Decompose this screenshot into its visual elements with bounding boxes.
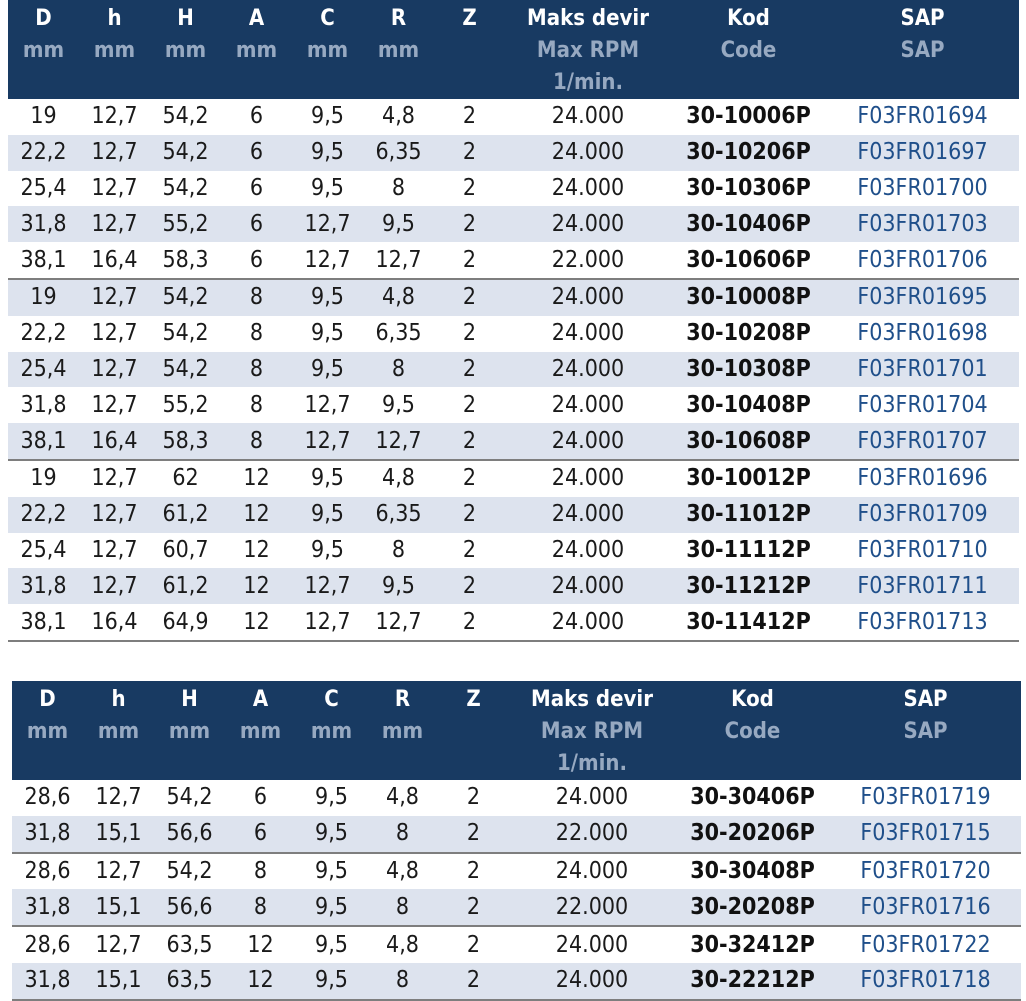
cell-h: 54,2	[162, 174, 209, 201]
cell-h-small: 12,7	[79, 568, 150, 604]
cell-h-small: 12,7	[83, 926, 154, 963]
cell-sap: F03FR01715	[830, 816, 1021, 853]
cell-code: 30-11112P	[686, 536, 811, 563]
cell-d: 31,8	[12, 889, 83, 926]
cell-code: 30-32412P	[675, 926, 830, 963]
cell-h-small: 12,7	[79, 206, 150, 242]
cell-h: 61,2	[150, 497, 221, 533]
cell-code: 30-10406P	[671, 206, 826, 242]
cell-r: 6,35	[363, 497, 434, 533]
cell-z: 2	[434, 604, 505, 641]
cell-c: 9,5	[292, 497, 363, 533]
cell-d: 31,8	[20, 391, 67, 418]
cell-sap: F03FR01719	[860, 784, 991, 811]
col-header-z: Z	[438, 681, 509, 780]
cell-d: 31,8	[8, 206, 79, 242]
col-header-c: C mm	[292, 0, 363, 99]
cell-d: 31,8	[8, 568, 79, 604]
tool-table-2	[12, 681, 1021, 1001]
cell-z: 2	[438, 889, 509, 926]
cell-c: 9,5	[296, 926, 367, 963]
cell-c: 9,5	[292, 279, 363, 316]
cell-a: 8	[221, 352, 292, 388]
cell-sap: F03FR01710	[857, 536, 988, 563]
col-header-sap: SAP SAP	[826, 0, 1019, 99]
col-header-z: Z	[434, 0, 505, 99]
cell-rpm: 24.000	[505, 497, 671, 533]
cell-c: 9,5	[311, 536, 344, 563]
cell-rpm: 24.000	[505, 568, 671, 604]
cell-c: 12,7	[304, 246, 351, 273]
cell-z: 2	[438, 926, 509, 963]
cell-sap: F03FR01694	[857, 103, 988, 130]
cell-c: 9,5	[311, 174, 344, 201]
cell-a: 12	[221, 604, 292, 641]
cell-z: 2	[434, 279, 505, 316]
cell-a: 8	[225, 889, 296, 926]
cell-r: 8	[367, 889, 438, 926]
cell-sap: F03FR01697	[826, 135, 1019, 171]
cell-a: 6	[225, 816, 296, 853]
cell-h: 54,2	[166, 784, 213, 811]
cell-r: 9,5	[363, 568, 434, 604]
cell-h-small: 15,1	[83, 889, 154, 926]
cell-c: 12,7	[292, 423, 363, 460]
cell-h-small: 16,4	[91, 246, 138, 273]
cell-h: 63,5	[154, 963, 225, 1000]
cell-h: 63,5	[154, 926, 225, 963]
cell-d: 25,4	[8, 352, 79, 388]
table-row	[12, 963, 1021, 1000]
cell-h-small: 12,7	[79, 135, 150, 171]
cell-z: 2	[434, 568, 505, 604]
cell-a: 8	[225, 853, 296, 890]
cell-r: 8	[367, 816, 438, 853]
cell-rpm: 22.000	[509, 816, 675, 853]
cell-r: 4,8	[363, 279, 434, 316]
cell-sap: F03FR01698	[857, 320, 988, 347]
cell-d: 19	[8, 279, 79, 316]
cell-rpm: 24.000	[505, 135, 671, 171]
cell-h: 61,2	[150, 568, 221, 604]
table-row	[12, 816, 1021, 853]
cell-r: 6,35	[363, 135, 434, 171]
cell-rpm: 24.000	[509, 926, 675, 963]
table-row	[8, 423, 1019, 460]
cell-rpm: 24.000	[555, 784, 629, 811]
cell-sap: F03FR01716	[830, 889, 1021, 926]
cell-h: 54,2	[150, 135, 221, 171]
cell-h-small: 15,1	[83, 816, 154, 853]
cell-h-small: 16,4	[79, 604, 150, 641]
cell-code: 30-10008P	[671, 279, 826, 316]
cell-code: 30-10308P	[671, 352, 826, 388]
table-row	[8, 568, 1019, 604]
col-header-a: A mm	[225, 681, 296, 780]
cell-a: 8	[221, 279, 292, 316]
cell-h-small: 12,7	[91, 536, 138, 563]
cell-h: 60,7	[162, 536, 209, 563]
cell-d: 28,6	[24, 784, 71, 811]
col-header-rpm: Maks devir Max RPM 1/min.	[509, 681, 675, 780]
cell-rpm: 22.000	[551, 246, 625, 273]
cell-code: 30-20206P	[675, 816, 830, 853]
table-row	[8, 316, 1019, 352]
cell-h-small: 12,7	[79, 497, 150, 533]
col-header-rpm: Maks devir Max RPM 1/min.	[505, 0, 671, 99]
col-header-h-small: h mm	[79, 0, 150, 99]
cell-sap: F03FR01703	[826, 206, 1019, 242]
col-header-d: D mm	[12, 681, 83, 780]
cell-c: 9,5	[315, 784, 348, 811]
cell-z: 2	[434, 423, 505, 460]
cell-d: 38,1	[20, 246, 67, 273]
cell-h-small: 12,7	[79, 279, 150, 316]
cell-h: 54,2	[162, 103, 209, 130]
cell-a: 6	[221, 206, 292, 242]
cell-z: 2	[434, 352, 505, 388]
cell-z: 2	[434, 497, 505, 533]
cell-c: 12,7	[292, 206, 363, 242]
cell-r: 6,35	[375, 320, 422, 347]
cell-sap: F03FR01700	[857, 174, 988, 201]
cell-sap: F03FR01701	[826, 352, 1019, 388]
cell-d: 28,6	[12, 926, 83, 963]
cell-rpm: 24.000	[551, 391, 625, 418]
cell-h-small: 12,7	[83, 853, 154, 890]
cell-h-small: 12,7	[91, 391, 138, 418]
cell-rpm: 24.000	[551, 174, 625, 201]
cell-h-small: 12,7	[91, 174, 138, 201]
table-header-row	[8, 0, 1019, 99]
cell-d: 19	[30, 103, 57, 130]
cell-h: 56,6	[154, 816, 225, 853]
table-row	[8, 279, 1019, 316]
cell-h-small: 16,4	[79, 423, 150, 460]
cell-code: 30-22212P	[675, 963, 830, 1000]
cell-sap: F03FR01718	[830, 963, 1021, 1000]
cell-d: 31,8	[12, 963, 83, 1000]
cell-h: 54,2	[150, 352, 221, 388]
cell-code: 30-11012P	[671, 497, 826, 533]
cell-code: 30-10206P	[671, 135, 826, 171]
cell-rpm: 24.000	[509, 963, 675, 1000]
cell-r: 8	[363, 352, 434, 388]
cell-d: 22,2	[8, 135, 79, 171]
cell-a: 12	[243, 536, 270, 563]
cell-a: 6	[249, 174, 264, 201]
table-row	[8, 533, 1019, 569]
cell-code: 30-30406P	[690, 784, 815, 811]
cell-sap: F03FR01706	[857, 246, 988, 273]
cell-z: 2	[462, 246, 477, 273]
cell-c: 9,5	[292, 352, 363, 388]
cell-h: 55,2	[150, 206, 221, 242]
col-header-sap: SAP SAP	[830, 681, 1021, 780]
cell-c: 9,5	[292, 460, 363, 497]
cell-h-small: 12,7	[79, 352, 150, 388]
cell-d: 25,4	[20, 174, 67, 201]
table-row	[8, 171, 1019, 207]
cell-a: 8	[249, 391, 264, 418]
cell-r: 4,8	[382, 103, 415, 130]
cell-h-small: 12,7	[79, 460, 150, 497]
table-row	[8, 99, 1019, 135]
cell-c: 9,5	[296, 963, 367, 1000]
cell-c: 12,7	[292, 568, 363, 604]
cell-z: 2	[438, 853, 509, 890]
cell-z: 2	[438, 816, 509, 853]
cell-h-small: 12,7	[95, 784, 142, 811]
table-row	[8, 352, 1019, 388]
cell-rpm: 24.000	[505, 423, 671, 460]
cell-a: 12	[225, 926, 296, 963]
cell-rpm: 24.000	[505, 352, 671, 388]
col-header-c: C mm	[296, 681, 367, 780]
cell-z: 2	[434, 206, 505, 242]
cell-sap: F03FR01695	[826, 279, 1019, 316]
cell-z: 2	[434, 135, 505, 171]
cell-r: 12,7	[363, 423, 434, 460]
cell-h: 55,2	[162, 391, 209, 418]
table-1-body	[8, 99, 1019, 641]
cell-code: 30-10006P	[686, 103, 811, 130]
cell-r: 8	[391, 174, 406, 201]
table-row	[12, 889, 1021, 926]
cell-rpm: 24.000	[551, 320, 625, 347]
table-row	[12, 926, 1021, 963]
cell-code: 30-10306P	[686, 174, 811, 201]
cell-r: 8	[367, 963, 438, 1000]
cell-c: 9,5	[311, 103, 344, 130]
col-header-h-small: h mm	[83, 681, 154, 780]
cell-a: 8	[249, 320, 264, 347]
cell-d: 19	[8, 460, 79, 497]
tool-table-1	[8, 0, 1019, 642]
cell-code: 30-10606P	[686, 246, 811, 273]
col-header-h: H mm	[154, 681, 225, 780]
cell-d: 38,1	[8, 423, 79, 460]
col-header-h: H mm	[150, 0, 221, 99]
cell-a: 12	[221, 497, 292, 533]
table-row	[8, 206, 1019, 242]
cell-h: 54,2	[150, 279, 221, 316]
cell-sap: F03FR01704	[857, 391, 988, 418]
cell-sap: F03FR01720	[830, 853, 1021, 890]
col-header-d: D mm	[8, 0, 79, 99]
cell-h: 58,3	[162, 246, 209, 273]
cell-r: 4,8	[367, 853, 438, 890]
cell-rpm: 24.000	[505, 206, 671, 242]
cell-d: 22,2	[20, 320, 67, 347]
cell-h-small: 15,1	[83, 963, 154, 1000]
cell-r: 8	[391, 536, 406, 563]
table-row	[8, 387, 1019, 423]
table-2-body	[12, 780, 1021, 1000]
cell-z: 2	[462, 320, 477, 347]
cell-d: 22,2	[8, 497, 79, 533]
cell-r: 9,5	[363, 206, 434, 242]
cell-z: 2	[462, 536, 477, 563]
cell-sap: F03FR01711	[826, 568, 1019, 604]
cell-h: 58,3	[150, 423, 221, 460]
cell-z: 2	[434, 460, 505, 497]
cell-r: 12,7	[363, 604, 434, 641]
cell-r: 9,5	[382, 391, 415, 418]
cell-h-small: 12,7	[91, 103, 138, 130]
col-header-code: Kod Code	[671, 0, 826, 99]
cell-a: 8	[221, 423, 292, 460]
table-row	[12, 780, 1021, 816]
cell-rpm: 24.000	[505, 279, 671, 316]
col-header-code: Kod Code	[675, 681, 830, 780]
cell-c: 12,7	[292, 604, 363, 641]
cell-sap: F03FR01707	[826, 423, 1019, 460]
cell-a: 6	[249, 246, 264, 273]
cell-a: 6	[249, 103, 264, 130]
cell-z: 2	[462, 391, 477, 418]
cell-code: 30-11212P	[671, 568, 826, 604]
cell-rpm: 24.000	[505, 460, 671, 497]
cell-z: 2	[466, 784, 481, 811]
cell-a: 6	[221, 135, 292, 171]
col-header-r: R mm	[363, 0, 434, 99]
cell-a: 12	[221, 568, 292, 604]
cell-h: 56,6	[154, 889, 225, 926]
cell-sap: F03FR01709	[826, 497, 1019, 533]
col-header-r: R mm	[367, 681, 438, 780]
cell-h-small: 12,7	[91, 320, 138, 347]
cell-d: 38,1	[8, 604, 79, 641]
table-row	[8, 497, 1019, 533]
cell-z: 2	[462, 174, 477, 201]
cell-code: 30-11412P	[671, 604, 826, 641]
cell-rpm: 22.000	[509, 889, 675, 926]
cell-d: 25,4	[20, 536, 67, 563]
table-row	[8, 135, 1019, 171]
cell-a: 6	[253, 784, 268, 811]
cell-sap: F03FR01713	[826, 604, 1019, 641]
cell-d: 28,6	[12, 853, 83, 890]
cell-c: 12,7	[304, 391, 351, 418]
cell-c: 9,5	[292, 135, 363, 171]
cell-z: 2	[438, 963, 509, 1000]
cell-rpm: 24.000	[505, 604, 671, 641]
cell-r: 4,8	[367, 926, 438, 963]
cell-d: 31,8	[12, 816, 83, 853]
cell-code: 30-10208P	[686, 320, 811, 347]
table-row	[8, 242, 1019, 279]
cell-r: 12,7	[375, 246, 422, 273]
cell-rpm: 24.000	[551, 536, 625, 563]
table-row	[12, 853, 1021, 890]
cell-a: 12	[225, 963, 296, 1000]
cell-rpm: 24.000	[509, 853, 675, 890]
cell-code: 30-10408P	[686, 391, 811, 418]
cell-h: 64,9	[150, 604, 221, 641]
cell-z: 2	[462, 103, 477, 130]
cell-r: 4,8	[386, 784, 419, 811]
table-header-row	[12, 681, 1021, 780]
col-header-a: A mm	[221, 0, 292, 99]
cell-code: 30-30408P	[675, 853, 830, 890]
cell-h: 54,2	[162, 320, 209, 347]
cell-h: 54,2	[154, 853, 225, 890]
table-row	[8, 604, 1019, 641]
cell-a: 12	[221, 460, 292, 497]
cell-rpm: 24.000	[551, 103, 625, 130]
cell-c: 9,5	[311, 320, 344, 347]
cell-h: 62	[150, 460, 221, 497]
cell-c: 9,5	[296, 853, 367, 890]
cell-code: 30-10012P	[671, 460, 826, 497]
cell-code: 30-20208P	[675, 889, 830, 926]
cell-c: 9,5	[296, 889, 367, 926]
cell-sap: F03FR01722	[830, 926, 1021, 963]
cell-r: 4,8	[363, 460, 434, 497]
cell-c: 9,5	[296, 816, 367, 853]
cell-code: 30-10608P	[671, 423, 826, 460]
table-row	[8, 460, 1019, 497]
cell-sap: F03FR01696	[826, 460, 1019, 497]
